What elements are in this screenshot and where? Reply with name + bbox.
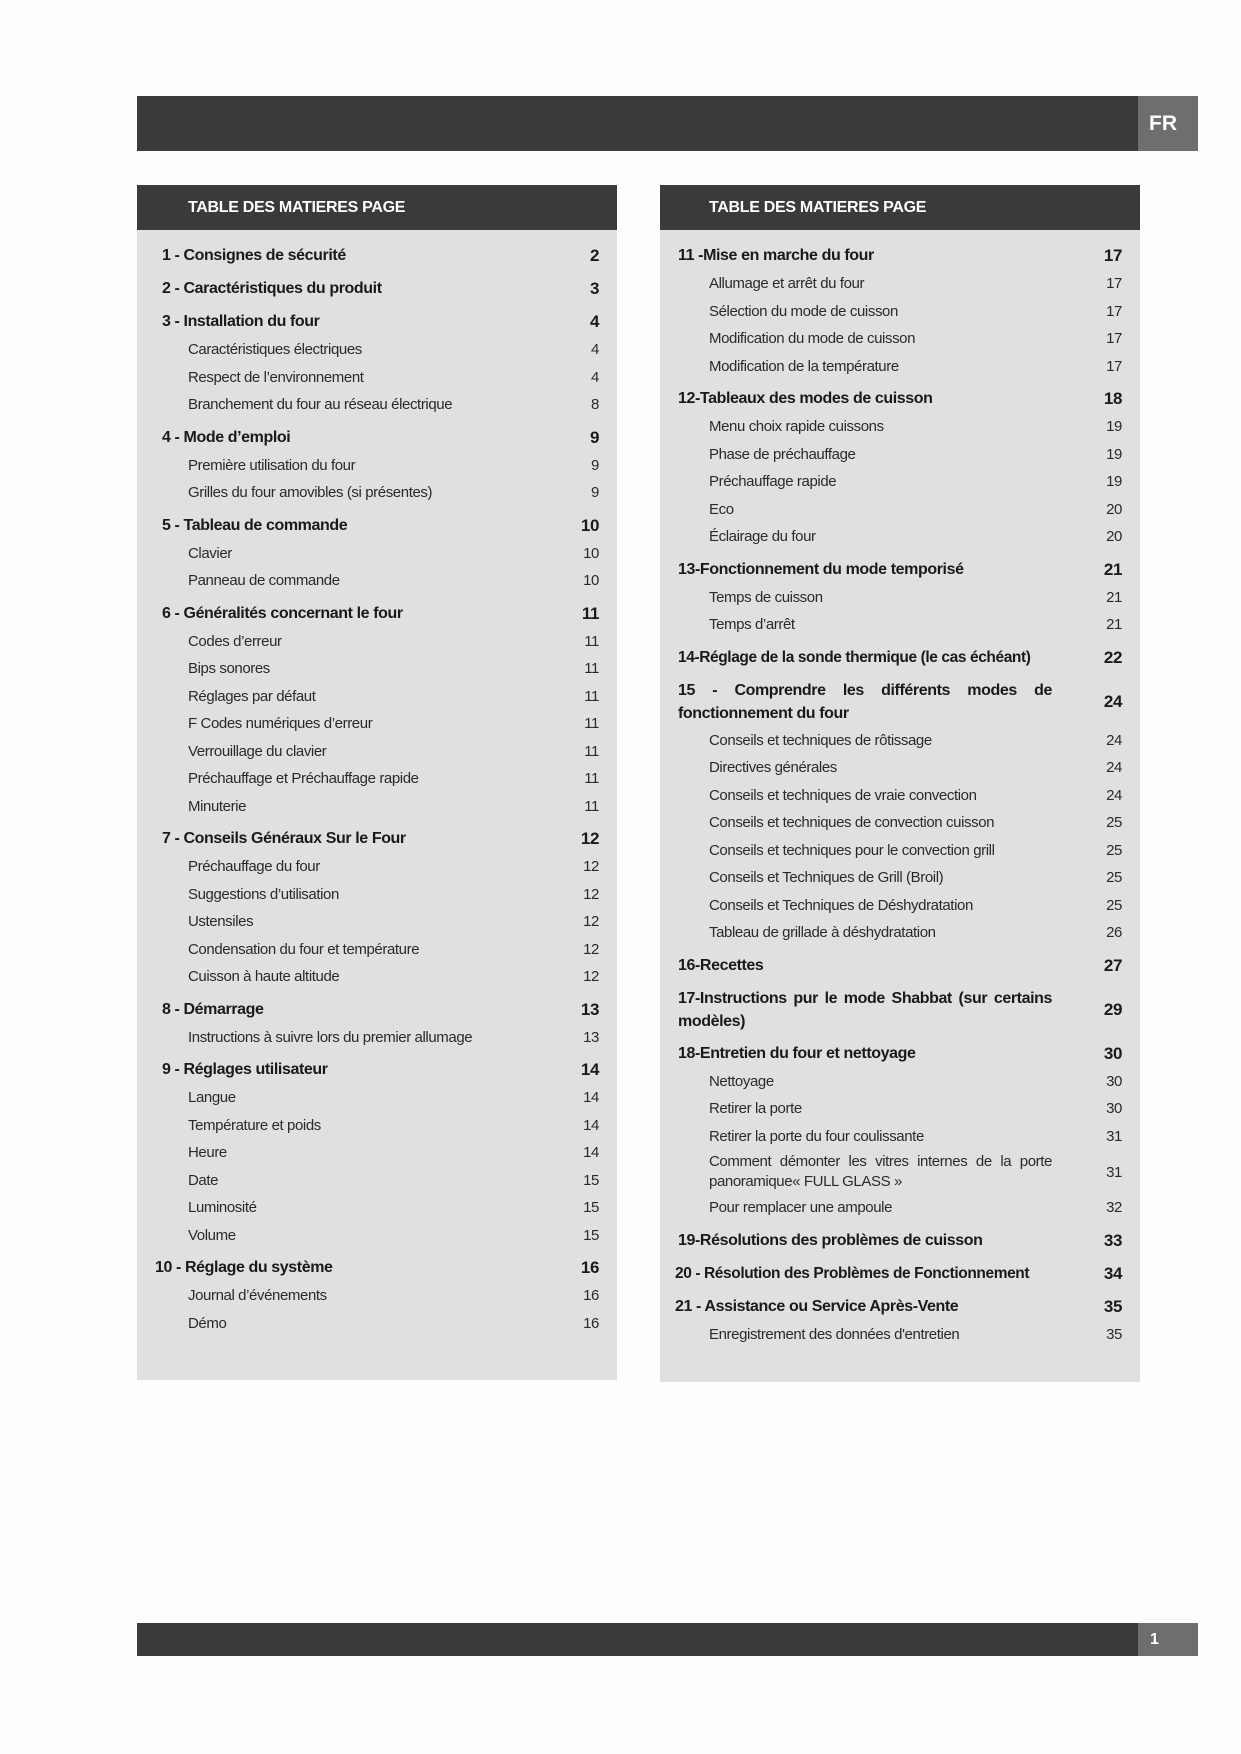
- toc-label: 18-Entretien du four et nettoyage: [678, 1044, 916, 1062]
- toc-section[interactable]: [137, 600, 617, 628]
- toc-page: 19: [1106, 418, 1122, 436]
- toc-entry[interactable]: [660, 919, 1140, 947]
- toc-label: Menu choix rapide cuissons: [709, 418, 884, 436]
- toc-entry[interactable]: [660, 782, 1140, 810]
- toc-list-right: [660, 230, 1140, 1348]
- toc-page: 32: [1106, 1199, 1122, 1217]
- toc-label: Suggestions d’utilisation: [188, 885, 339, 903]
- toc-label: Ustensiles: [188, 913, 254, 931]
- toc-label: Éclairage du four: [709, 528, 816, 546]
- toc-label: Sélection du mode de cuisson: [709, 302, 898, 320]
- toc-entry[interactable]: [137, 936, 617, 964]
- toc-page: 12: [580, 829, 599, 848]
- toc-entry[interactable]: [137, 479, 617, 507]
- toc-label: Temps de cuisson: [709, 588, 823, 606]
- toc-label: Eco: [709, 500, 734, 518]
- toc-label: Verrouillage du clavier: [188, 742, 327, 760]
- toc-entry[interactable]: [660, 1068, 1140, 1096]
- toc-entry[interactable]: [137, 793, 617, 821]
- toc-label: Langue: [188, 1089, 236, 1107]
- toc-page: 24: [1103, 691, 1122, 711]
- toc-page: 25: [1106, 841, 1122, 859]
- toc-label: Modification de la température: [709, 357, 899, 375]
- footer-bar: [137, 1623, 1138, 1656]
- toc-label: 2 - Caractéristiques du produit: [162, 280, 382, 297]
- toc-page: 14: [583, 1144, 599, 1162]
- toc-page: 11: [584, 742, 599, 760]
- toc-label: 13-Fonctionnement du mode temporisé: [678, 560, 964, 578]
- toc-page: 17: [1106, 357, 1122, 375]
- toc-page: 4: [591, 368, 599, 386]
- toc-entry[interactable]: [660, 468, 1140, 496]
- toc-label: Enregistrement des données d'entretien: [709, 1325, 960, 1343]
- toc-section[interactable]: [660, 1260, 1140, 1288]
- toc-page: 11: [584, 715, 599, 733]
- toc-header-right: TABLE DES MATIERES PAGE: [660, 185, 1140, 230]
- toc-section[interactable]: [660, 556, 1140, 584]
- toc-label: 12-Tableaux des modes de cuisson: [678, 390, 933, 407]
- toc-label: 15 - Comprendre les différents modes de fonctionnement du four: [678, 681, 1052, 722]
- toc-label: Minuterie: [188, 797, 247, 815]
- toc-label: 1 - Consignes de sécurité: [162, 247, 346, 264]
- toc-label: Conseils et Techniques de Déshydratation: [709, 896, 973, 914]
- toc-entry[interactable]: [660, 441, 1140, 469]
- toc-label: Allumage et arrêt du four: [709, 275, 865, 293]
- toc-label: 10 - Réglage du système: [155, 1259, 333, 1276]
- toc-page: 17: [1106, 330, 1122, 348]
- toc-label: Nettoyage: [709, 1072, 774, 1090]
- toc-page: 21: [1103, 559, 1122, 579]
- toc-label: Respect de l’environnement: [188, 368, 364, 386]
- toc-label: Codes d’erreur: [188, 632, 282, 650]
- toc-entry[interactable]: [137, 963, 617, 991]
- toc-label: Journal d’événements: [188, 1287, 327, 1305]
- toc-entry[interactable]: [137, 364, 617, 392]
- toc-label: Préchauffage rapide: [709, 473, 837, 491]
- toc-entry[interactable]: [660, 809, 1140, 837]
- toc-page: 9: [591, 484, 599, 502]
- toc-section[interactable]: [137, 308, 617, 336]
- toc-entry[interactable]: [137, 710, 617, 738]
- toc-entry[interactable]: [137, 881, 617, 909]
- toc-entry[interactable]: [137, 1222, 617, 1250]
- toc-entry[interactable]: [137, 1024, 617, 1052]
- toc-page: 12: [583, 858, 599, 876]
- toc-label: Conseils et techniques pour le convection grill: [709, 841, 995, 859]
- toc-label: Modification du mode de cuisson: [709, 330, 916, 348]
- toc-page: 25: [1106, 896, 1122, 914]
- toc-entry[interactable]: [660, 523, 1140, 551]
- toc-page: 3: [589, 279, 599, 298]
- toc-page: 20: [1106, 528, 1122, 546]
- toc-label: Branchement du four au réseau électrique: [188, 396, 453, 414]
- toc-entry[interactable]: [137, 853, 617, 881]
- toc-label: 5 - Tableau de commande: [162, 516, 348, 534]
- toc-page: 12: [583, 940, 599, 958]
- toc-label: Panneau de commande: [188, 572, 340, 590]
- toc-label: 6 - Généralités concernant le four: [162, 604, 403, 622]
- toc-label: Préchauffage et Préchauffage rapide: [188, 770, 419, 788]
- page-number: 1: [1138, 1623, 1198, 1656]
- toc-label: Retirer la porte: [709, 1100, 802, 1118]
- toc-label: Comment démonter les vitres internes de la porte panoramique« FULL GLASS »: [709, 1153, 1052, 1190]
- toc-entry[interactable]: [137, 765, 617, 793]
- toc-page: 11: [584, 660, 599, 678]
- toc-page: 19: [1106, 473, 1122, 491]
- toc-entry[interactable]: [660, 413, 1140, 441]
- toc-page: 10: [580, 515, 599, 535]
- toc-entry[interactable]: [660, 325, 1140, 353]
- toc-section[interactable]: [137, 1254, 617, 1282]
- toc-page: 9: [591, 456, 599, 474]
- toc-page: 16: [580, 1258, 599, 1277]
- toc-entry[interactable]: [137, 1112, 617, 1140]
- toc-label: Conseils et techniques de convection cuisson: [709, 814, 995, 832]
- toc-entry[interactable]: [660, 1095, 1140, 1123]
- toc-page: 15: [583, 1171, 599, 1189]
- toc-page: 13: [583, 1028, 599, 1046]
- toc-page: 14: [580, 1060, 599, 1079]
- toc-entry[interactable]: [137, 1167, 617, 1195]
- toc-page: 24: [1106, 731, 1122, 749]
- toc-label: 19-Résolutions des problèmes de cuisson: [678, 1231, 983, 1249]
- toc-page: 30: [1106, 1100, 1122, 1118]
- toc-label: Conseils et Techniques de Grill (Broil): [709, 869, 944, 887]
- toc-page: 11: [581, 603, 599, 623]
- toc-section[interactable]: [137, 242, 617, 270]
- toc-section[interactable]: [660, 1040, 1140, 1068]
- toc-page: 14: [583, 1116, 599, 1134]
- toc-page: 13: [580, 999, 599, 1019]
- toc-label: Conseils et techniques de rôtissage: [709, 731, 932, 749]
- toc-label: Luminosité: [188, 1199, 257, 1217]
- toc-entry[interactable]: [137, 540, 617, 568]
- toc-entry[interactable]: [660, 584, 1140, 612]
- toc-label: 3 - Installation du four: [162, 313, 320, 330]
- toc-label: 11 -Mise en marche du four: [678, 247, 874, 264]
- toc-label: Préchauffage du four: [188, 858, 320, 876]
- toc-label: Volume: [188, 1226, 236, 1244]
- toc-section[interactable]: [137, 275, 617, 303]
- toc-section[interactable]: [137, 1056, 617, 1084]
- toc-page: 24: [1106, 786, 1122, 804]
- toc-page: 30: [1103, 1043, 1122, 1063]
- toc-label: Bips sonores: [188, 660, 270, 678]
- toc-page: 21: [1106, 616, 1122, 634]
- toc-page: 21: [1106, 588, 1122, 606]
- toc-label: Grilles du four amovibles (si présentes): [188, 484, 433, 502]
- toc-section[interactable]: [660, 677, 1140, 727]
- toc-entry[interactable]: [137, 1084, 617, 1112]
- toc-entry[interactable]: [137, 336, 617, 364]
- toc-label: 14-Réglage de la sonde thermique (le cas échéant): [678, 648, 1031, 666]
- toc-page: 15: [583, 1226, 599, 1244]
- toc-page: 16: [583, 1314, 599, 1332]
- toc-section[interactable]: [660, 385, 1140, 413]
- toc-label: Cuisson à haute altitude: [188, 968, 340, 986]
- toc-entry[interactable]: [660, 727, 1140, 755]
- toc-label: Réglages par défaut: [188, 687, 316, 705]
- toc-label: Conseils et techniques de vraie convection: [709, 786, 977, 804]
- toc-entry[interactable]: [137, 683, 617, 711]
- toc-page: 31: [1106, 1127, 1122, 1145]
- toc-label: 7 - Conseils Généraux Sur le Four: [162, 830, 406, 847]
- toc-label: 17-Instructions pur le mode Shabbat (sur certains modèles): [678, 989, 1052, 1030]
- toc-label: Instructions à suivre lors du premier allumage: [188, 1028, 473, 1046]
- toc-label: Retirer la porte du four coulissante: [709, 1127, 924, 1145]
- toc-page: 11: [584, 797, 599, 815]
- toc-page: 25: [1106, 814, 1122, 832]
- toc-page: 29: [1103, 999, 1122, 1019]
- toc-entry[interactable]: [660, 270, 1140, 298]
- toc-entry[interactable]: [660, 892, 1140, 920]
- toc-label: 8 - Démarrage: [162, 1000, 264, 1018]
- toc-header-left: TABLE DES MATIERES PAGE: [137, 185, 617, 230]
- toc-list-left: [137, 230, 617, 1337]
- toc-label: 20 - Résolution des Problèmes de Fonctionnement: [675, 1264, 1030, 1282]
- toc-page: 16: [583, 1287, 599, 1305]
- toc-section[interactable]: [660, 985, 1140, 1035]
- toc-page: 10: [583, 572, 599, 590]
- toc-page: 12: [583, 968, 599, 986]
- toc-entry[interactable]: [137, 567, 617, 595]
- toc-label: 9 - Réglages utilisateur: [162, 1061, 328, 1078]
- toc-page: 31: [1106, 1163, 1122, 1181]
- toc-entry[interactable]: [137, 1194, 617, 1222]
- toc-entry[interactable]: [660, 754, 1140, 782]
- toc-section[interactable]: [660, 952, 1140, 980]
- toc-panel-left: [137, 185, 617, 1380]
- toc-label: Temps d’arrêt: [709, 616, 795, 634]
- toc-entry[interactable]: [137, 1310, 617, 1338]
- toc-label: Date: [188, 1171, 219, 1189]
- toc-entry[interactable]: [137, 452, 617, 480]
- toc-entry[interactable]: [660, 496, 1140, 524]
- toc-section[interactable]: [137, 512, 617, 540]
- toc-page: 4: [589, 312, 599, 331]
- toc-label: Directives générales: [709, 759, 837, 777]
- toc-page: 4: [591, 341, 599, 359]
- toc-entry[interactable]: [137, 738, 617, 766]
- toc-page: 17: [1106, 275, 1122, 293]
- toc-page: 11: [584, 632, 599, 650]
- toc-label: Première utilisation du four: [188, 456, 356, 474]
- toc-entry[interactable]: [137, 1139, 617, 1167]
- toc-page: 30: [1106, 1072, 1122, 1090]
- toc-entry[interactable]: [660, 1123, 1140, 1151]
- toc-page: 26: [1106, 924, 1122, 942]
- toc-label: Température et poids: [188, 1116, 321, 1134]
- toc-page: 8: [591, 396, 599, 414]
- toc-page: 14: [583, 1089, 599, 1107]
- toc-entry[interactable]: [660, 864, 1140, 892]
- toc-page: 20: [1106, 500, 1122, 518]
- toc-section[interactable]: [137, 825, 617, 853]
- toc-label: Pour remplacer une ampoule: [709, 1199, 893, 1217]
- toc-page: 12: [583, 913, 599, 931]
- toc-entry[interactable]: [660, 1150, 1140, 1194]
- toc-label: 21 - Assistance ou Service Après-Vente: [675, 1297, 959, 1315]
- toc-section[interactable]: [137, 424, 617, 452]
- toc-label: Démo: [188, 1314, 227, 1332]
- toc-label: F Codes numériques d’erreur: [188, 715, 373, 733]
- toc-label: Heure: [188, 1144, 227, 1162]
- toc-page: 19: [1106, 445, 1122, 463]
- toc-entry[interactable]: [137, 628, 617, 656]
- toc-label: Phase de préchauffage: [709, 445, 856, 463]
- toc-label: Tableau de grillade à déshydratation: [709, 924, 936, 942]
- toc-label: 16-Recettes: [678, 956, 764, 974]
- toc-page: 27: [1103, 955, 1122, 975]
- toc-page: 12: [583, 885, 599, 903]
- toc-section[interactable]: [660, 644, 1140, 672]
- header-bar: [137, 96, 1138, 151]
- toc-entry[interactable]: [137, 391, 617, 419]
- toc-entry[interactable]: [660, 1194, 1140, 1222]
- toc-page: 15: [583, 1199, 599, 1217]
- toc-panel-right: [660, 185, 1140, 1382]
- toc-entry[interactable]: [137, 655, 617, 683]
- toc-section[interactable]: [660, 242, 1140, 270]
- toc-page: 11: [584, 770, 599, 788]
- toc-section[interactable]: [660, 1293, 1140, 1321]
- toc-label: Caractéristiques électriques: [188, 341, 362, 359]
- toc-entry[interactable]: [660, 298, 1140, 326]
- toc-page: 17: [1106, 302, 1122, 320]
- language-tab: FR: [1138, 96, 1198, 151]
- toc-label: 4 - Mode d’emploi: [162, 428, 291, 446]
- toc-entry[interactable]: [137, 1282, 617, 1310]
- toc-page: 35: [1106, 1325, 1122, 1343]
- toc-section[interactable]: [660, 1227, 1140, 1255]
- toc-label: Condensation du four et température: [188, 940, 420, 958]
- toc-entry[interactable]: [660, 1321, 1140, 1349]
- toc-page: 17: [1103, 246, 1122, 265]
- toc-page: 34: [1103, 1263, 1122, 1283]
- toc-section[interactable]: [137, 996, 617, 1024]
- toc-page: 22: [1103, 647, 1122, 667]
- toc-page: 33: [1103, 1230, 1122, 1250]
- toc-label: Clavier: [188, 544, 232, 562]
- toc-entry[interactable]: [137, 908, 617, 936]
- toc-entry[interactable]: [660, 611, 1140, 639]
- toc-page: 25: [1106, 869, 1122, 887]
- toc-page: 10: [583, 544, 599, 562]
- toc-page: 11: [584, 687, 599, 705]
- toc-page: 2: [589, 246, 599, 265]
- toc-page: 35: [1103, 1296, 1122, 1316]
- toc-entry[interactable]: [660, 353, 1140, 381]
- toc-entry[interactable]: [660, 837, 1140, 865]
- toc-page: 18: [1103, 389, 1122, 408]
- toc-page: 9: [589, 427, 599, 447]
- toc-page: 24: [1106, 759, 1122, 777]
